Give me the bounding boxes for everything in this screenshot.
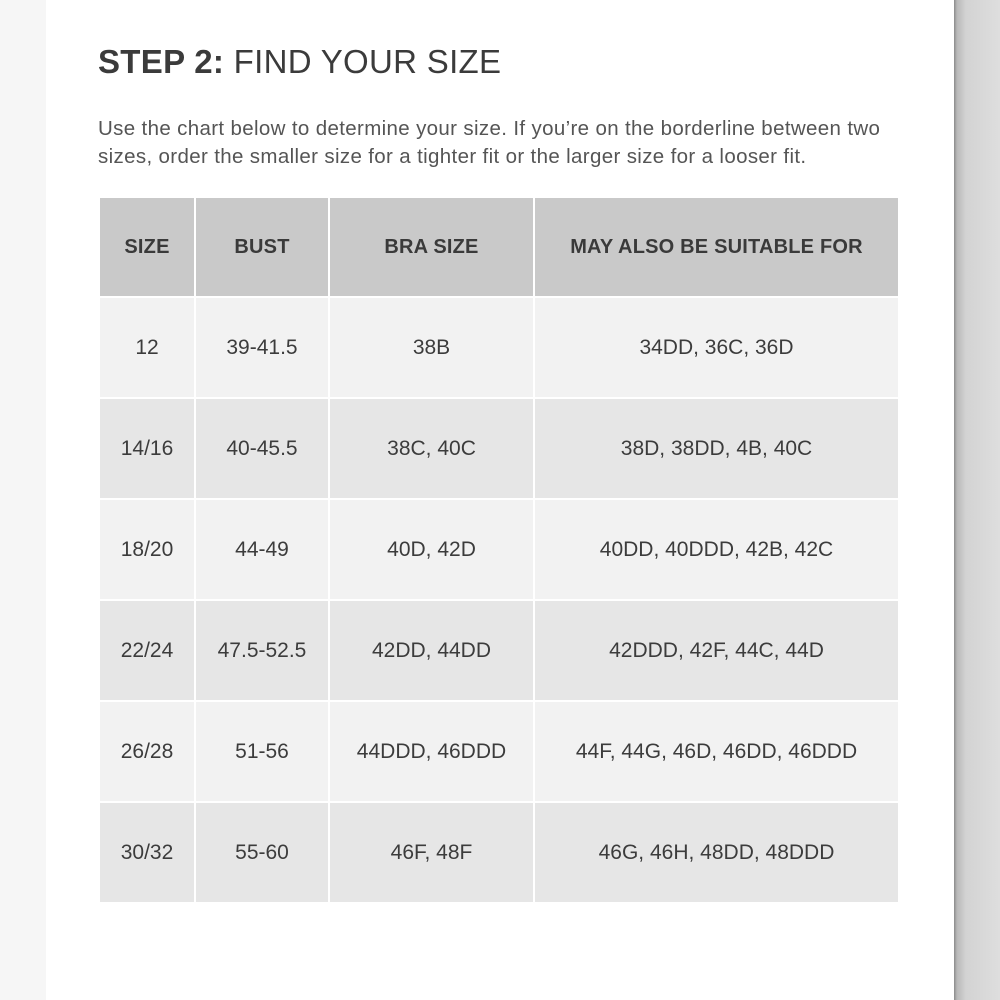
cell-suitable-for: 42DDD, 42F, 44C, 44D [534,600,899,701]
cell-bra-size: 40D, 42D [329,499,534,600]
cell-size: 30/32 [99,802,195,903]
cell-bust: 55-60 [195,802,329,903]
cell-size: 12 [99,297,195,398]
step-heading-text: FIND YOUR SIZE [224,43,502,80]
page-edge-shadow [954,0,1000,1000]
header-bust: BUST [195,197,329,297]
left-margin-strip [0,0,46,1000]
cell-bra-size: 44DDD, 46DDD [329,701,534,802]
cell-suitable-for: 40DD, 40DDD, 42B, 42C [534,499,899,600]
table-row [99,600,899,701]
cell-size: 14/16 [99,398,195,499]
table-row [99,701,899,802]
header-size: SIZE [99,197,195,297]
table-header-row [99,197,899,297]
intro-paragraph: Use the chart below to determine your size. If you’re on the borderline between two sizes, order the smaller size for a tighter fit or the larger size for a looser fit. [98,117,881,168]
cell-size: 18/20 [99,499,195,600]
cell-bra-size: 42DD, 44DD [329,600,534,701]
step-heading-number: STEP 2: [98,43,225,80]
cell-bust: 47.5-52.5 [195,600,329,701]
header-suitable-for: MAY ALSO BE SUITABLE FOR [534,197,899,297]
cell-suitable-for: 34DD, 36C, 36D [534,297,899,398]
header-bra-size: BRA SIZE [329,197,534,297]
cell-bust: 44-49 [195,499,329,600]
cell-suitable-for: 38D, 38DD, 4B, 40C [534,398,899,499]
cell-bra-size: 38C, 40C [329,398,534,499]
cell-suitable-for: 46G, 46H, 48DD, 48DDD [534,802,899,903]
cell-suitable-for: 44F, 44G, 46D, 46DD, 46DDD [534,701,899,802]
size-chart-table [98,196,900,904]
cell-size: 26/28 [99,701,195,802]
table-row [99,297,899,398]
table-row [99,398,899,499]
table-row [99,499,899,600]
step-heading [98,40,501,84]
cell-bra-size: 46F, 48F [329,802,534,903]
cell-bra-size: 38B [329,297,534,398]
cell-bust: 39-41.5 [195,297,329,398]
cell-bust: 40-45.5 [195,398,329,499]
cell-bust: 51-56 [195,701,329,802]
cell-size: 22/24 [99,600,195,701]
table-row [99,802,899,903]
